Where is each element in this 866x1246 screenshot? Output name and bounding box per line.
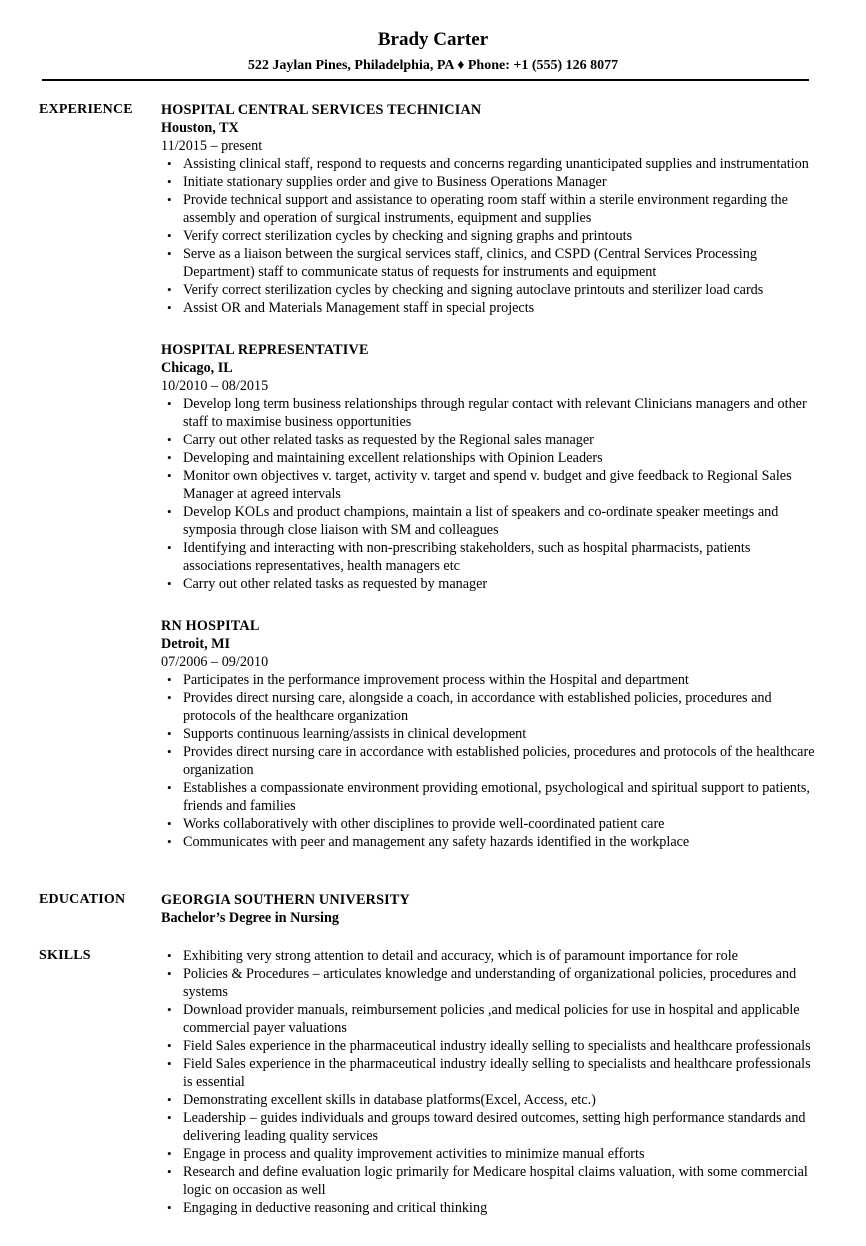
bullet-item: • Establishes a compassionate environment providing emotional, psychological and spiritual support to patients, friends and families — [161, 779, 821, 815]
candidate-name: Brady Carter — [377, 29, 489, 50]
job-location: Chicago, IL — [161, 360, 233, 376]
bullet-item: • Communicates with peer and management any safety hazards identified in the workplace — [161, 833, 821, 851]
job-entry — [161, 341, 821, 593]
header-divider — [42, 79, 809, 81]
skills-list — [161, 947, 821, 1217]
job-entry — [161, 617, 821, 851]
bullet-item: • Provides direct nursing care in accordance with established policies, procedures and protocols of the healthcare organization — [161, 743, 821, 779]
bullet-item: • Participates in the performance improvement process within the Hospital and department — [161, 671, 821, 689]
bullet-item: • Monitor own objectives v. target, activity v. target and spend v. budget and give feedback to Regional Sales Manager at agreed intervals — [161, 467, 821, 503]
skill-item: • Policies & Procedures – articulates knowledge and understanding of organizational policies, procedures and systems — [161, 965, 821, 1001]
skill-item: • Field Sales experience in the pharmaceutical industry ideally selling to specialists and healthcare professionals is essential — [161, 1055, 821, 1091]
bullet-item: • Develop KOLs and product champions, maintain a list of speakers and co-ordinate speaker meetings and symposia through close liaison with SM and colleagues — [161, 503, 821, 539]
job-title: HOSPITAL CENTRAL SERVICES TECHNICIAN — [161, 102, 482, 118]
bullet-item: • Provides direct nursing care, alongside a coach, in accordance with established policies, procedures and protocols of the healthcare organization — [161, 689, 821, 725]
job-entry — [161, 101, 821, 317]
bullet-item: • Carry out other related tasks as requested by manager — [161, 575, 821, 593]
skill-item: • Leadership – guides individuals and groups toward desired outcomes, setting high performance standards and delivering leading quality services — [161, 1109, 821, 1145]
experience-list — [161, 101, 821, 851]
bullet-item: • Initiate stationary supplies order and give to Business Operations Manager — [161, 173, 821, 191]
skill-item: • Engaging in deductive reasoning and critical thinking — [161, 1199, 821, 1217]
job-bullets — [161, 395, 821, 593]
bullet-item: • Assisting clinical staff, respond to requests and concerns regarding unanticipated supplies and instrumentation — [161, 155, 821, 173]
skill-item: • Exhibiting very strong attention to detail and accuracy, which is of paramount importance for role — [161, 947, 821, 965]
bullet-item: • Supports continuous learning/assists in clinical development — [161, 725, 821, 743]
bullet-item: • Works collaboratively with other disciplines to provide well-coordinated patient care — [161, 815, 821, 833]
education-entry — [161, 891, 821, 927]
bullet-item: • Verify correct sterilization cycles by checking and signing graphs and printouts — [161, 227, 821, 245]
bullet-item: • Assist OR and Materials Management staff in special projects — [161, 299, 821, 317]
bullet-item: • Provide technical support and assistance to operating room staff within a sterile environment regarding the assembly and operation of surgical instruments, equipment and supplies — [161, 191, 821, 227]
bullet-item: • Serve as a liaison between the surgical services staff, clinics, and CSPD (Central Services Processing Department) staff to communicate status of requests for instruments and equipment — [161, 245, 821, 281]
section-label-skills: SKILLS — [39, 948, 91, 963]
bullet-item: • Develop long term business relationships through regular contact with relevant Clinicians managers and other staff to maximise business opportunities — [161, 395, 821, 431]
skill-item: • Field Sales experience in the pharmaceutical industry ideally selling to specialists and healthcare professionals — [161, 1037, 821, 1055]
section-label-experience: EXPERIENCE — [39, 102, 133, 117]
section-label-education: EDUCATION — [39, 892, 126, 907]
resume-header — [0, 28, 866, 75]
skill-item: • Download provider manuals, reimbursement policies ,and medical policies for use in hospital and applicable commercial payer valuations — [161, 1001, 821, 1037]
contact-line: 522 Jaylan Pines, Philadelphia, PA ♦ Phone: +1 (555) 126 8077 — [247, 58, 619, 73]
skill-item: • Research and define evaluation logic primarily for Medicare hospital claims valuation, with some commercial logic on occasion as well — [161, 1163, 821, 1199]
job-bullets — [161, 671, 821, 851]
bullet-item: • Developing and maintaining excellent relationships with Opinion Leaders — [161, 449, 821, 467]
job-dates: 10/2010 – 08/2015 — [161, 378, 269, 394]
skill-item: • Engage in process and quality improvement activities to minimize manual efforts — [161, 1145, 821, 1163]
bullet-item: • Carry out other related tasks as requested by the Regional sales manager — [161, 431, 821, 449]
job-location: Houston, TX — [161, 120, 239, 136]
job-bullets — [161, 155, 821, 317]
job-title: HOSPITAL REPRESENTATIVE — [161, 342, 369, 358]
degree-name: Bachelor’s Degree in Nursing — [161, 910, 339, 926]
job-dates: 11/2015 – present — [161, 138, 263, 154]
skill-item: • Demonstrating excellent skills in database platforms(Excel, Access, etc.) — [161, 1091, 821, 1109]
skills-bullets — [161, 947, 821, 1217]
job-title: RN HOSPITAL — [161, 618, 260, 634]
job-location: Detroit, MI — [161, 636, 231, 652]
job-dates: 07/2006 – 09/2010 — [161, 654, 269, 670]
school-name: GEORGIA SOUTHERN UNIVERSITY — [161, 892, 411, 908]
bullet-item: • Verify correct sterilization cycles by checking and signing autoclave printouts and sterilizer load cards — [161, 281, 821, 299]
bullet-item: • Identifying and interacting with non-prescribing stakeholders, such as hospital pharmacists, patients associations representatives, health managers etc — [161, 539, 821, 575]
